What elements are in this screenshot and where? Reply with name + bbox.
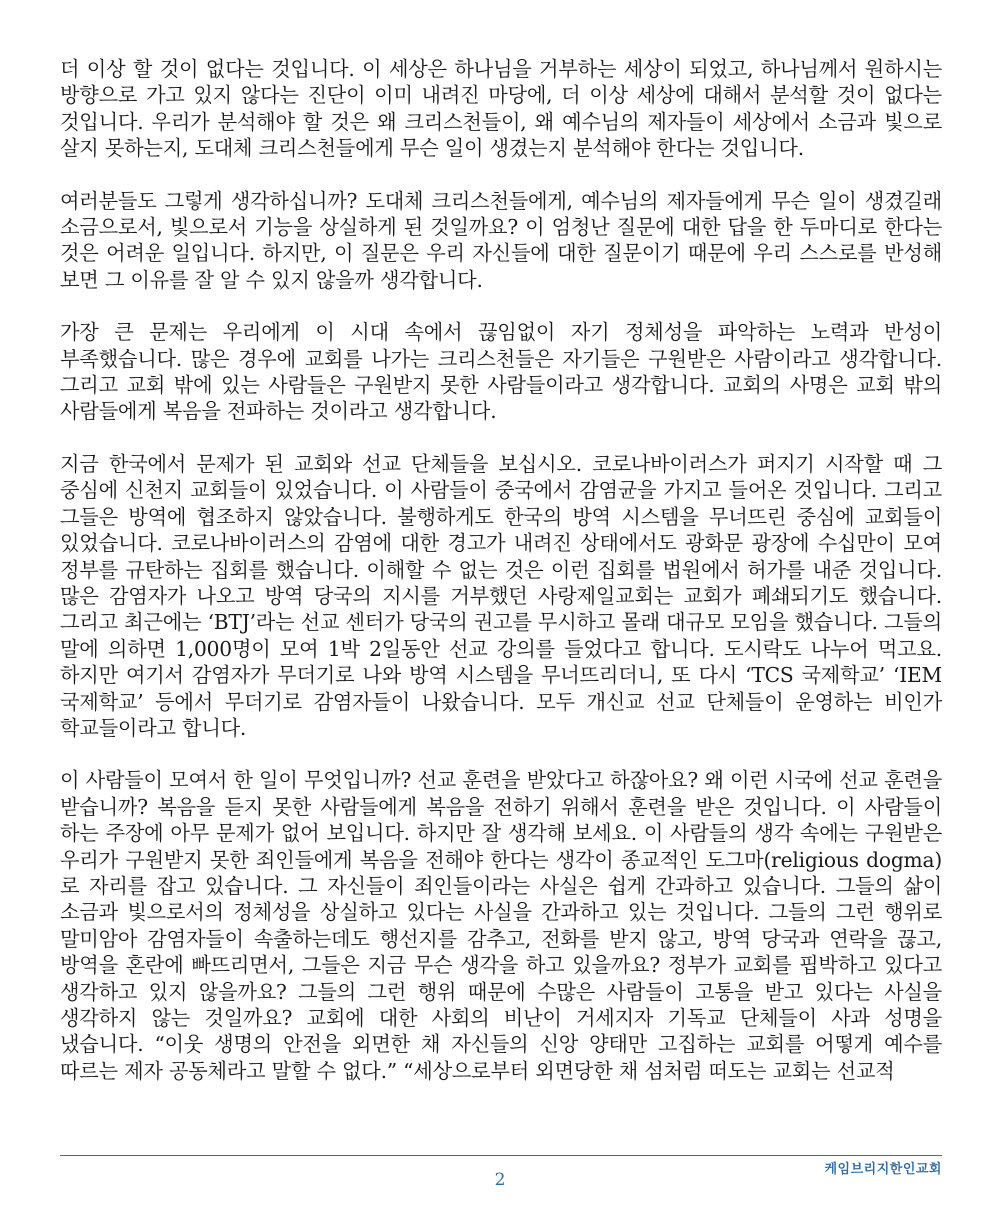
page-number: 2 bbox=[494, 1170, 506, 1190]
footer-divider bbox=[60, 1155, 942, 1156]
paragraph-1: 더 이상 할 것이 없다는 것입니다. 이 세상은 하나님을 거부하는 세상이 되었고, 하나님께서 원하시는 방향으로 가고 있지 않다는 진단이 이미 내려진 마당에, 더 이상 세상에 대해서 분석할 것이 없다는 것입니다. 우리가 분석해야 할 것은 왜 크리스천들이, 왜 예수님의 제자들이 세상에서 소금과 빛으로 살지 못하는지, 도대체 크리스천들에게 무슨 일이 생겼는지 분석해야 한다는 것입니다. bbox=[60, 57, 942, 161]
footer-church-name: 케임브리지한인교회 bbox=[824, 1162, 942, 1177]
paragraph-3: 가장 큰 문제는 우리에게 이 시대 속에서 끊임없이 자기 정체성을 파악하는 노력과 반성이 부족했습니다. 많은 경우에 교회를 나가는 크리스천들은 자기들은 구원받은 사람이라고 생각합니다. 그리고 교회 밖에 있는 사람들은 구원받지 못한 사람들이라고 생각합니다. 교회의 사명은 교회 밖의 사람들에게 복음을 전파하는 것이라고 생각합니다. bbox=[60, 320, 942, 424]
paragraph-2: 여러분들도 그렇게 생각하십니까? 도대체 크리스천들에게, 예수님의 제자들에게 무슨 일이 생겼길래 소금으로서, 빛으로서 기능을 상실하게 된 것일까요? 이 엄청난 질문에 대한 답을 한 두마디로 한다는 것은 어려운 일입니다. 하지만, 이 질문은 우리 자신들에 대한 질문이기 때문에 우리 스스로를 반성해 보면 그 이유를 잘 알 수 있지 않을까 생각합니다. bbox=[60, 188, 942, 292]
body-text bbox=[60, 56, 942, 1084]
paragraph-4: 지금 한국에서 문제가 된 교회와 선교 단체들을 보십시오. 코로나바이러스가 퍼지기 시작할 때 그 중심에 신천지 교회들이 있었습니다. 이 사람들이 중국에서 감염균을 가지고 들어온 것입니다. 그리고 그들은 방역에 협조하지 않았습니다. 불행하게도 한국의 방역 시스템을 무너뜨린 중심에 교회들이 있었습니다. 코로나바이러스의 감염에 대한 경고가 내려진 상태에서도 광화문 광장에 수십만이 모여 정부를 규탄하는 집회를 했습니다. 이해할 수 없는 것은 이런 집회를 법원에서 허가를 내준 것입니다. 많은 감염자가 나오고 방역 당국의 지시를 거부했던 사랑제일교회는 교회가 폐쇄되기도 했습니다. 그리고 최근에는 ‘BTJ’라는 선교 센터가 당국의 권고를 무시하고 몰래 대규모 모임을 했습니다. 그들의 말에 의하면 1,000명이 모여 1박 2일동안 선교 강의를 들었다고 합니다. 도시락도 나누어 먹고요. 하지만 여기서 감염자가 무더기로 나와 방역 시스템을 무너뜨리더니, 또 다시 ‘TCS 국제학교’ ‘IEM 국제학교’ 등에서 무더기로 감염자들이 나왔습니다. 모두 개신교 선교 단체들이 운영하는 비인가 학교들이라고 합니다. bbox=[60, 451, 942, 740]
paragraph-5: 이 사람들이 모여서 한 일이 무엇입니까? 선교 훈련을 받았다고 하잖아요? 왜 이런 시국에 선교 훈련을 받습니까? 복음을 듣지 못한 사람들에게 복음을 전하기 위해서 훈련을 받은 것입니다. 이 사람들이 하는 주장에 아무 문제가 없어 보입니다. 하지만 잘 생각해 보세요. 이 사람들의 생각 속에는 구원받은 우리가 구원받지 못한 죄인들에게 복음을 전해야 한다는 생각이 종교적인 도그마(religious dogma)로 자리를 잡고 있습니다. 그 자신들이 죄인들이라는 사실은 쉽게 간과하고 있습니다. 그들의 삶이 소금과 빛으로서의 정체성을 상실하고 있다는 사실을 간과하고 있는 것입니다. 그들의 그런 행위로 말미암아 감염자들이 속출하는데도 행선지를 감추고, 전화를 받지 않고, 방역 당국과 연락을 끊고, 방역을 혼란에 빠뜨리면서, 그들은 지금 무슨 생각을 하고 있을까요? 정부가 교회를 핍박하고 있다고 생각하고 있지 않을까요? 그들의 그런 행위 때문에 수많은 사람들이 고통을 받고 있다는 사실을 생각하지 않는 것일까요? 교회에 대한 사회의 비난이 거세지자 기독교 단체들이 사과 성명을 냈습니다. “이웃 생명의 안전을 외면한 채 자신들의 신앙 양태만 고집하는 교회를 어떻게 예수를 따르는 제자 공동체라고 말할 수 없다.” “세상으로부터 외면당한 채 섬처럼 떠도는 교회는 선교적 bbox=[60, 768, 942, 1083]
